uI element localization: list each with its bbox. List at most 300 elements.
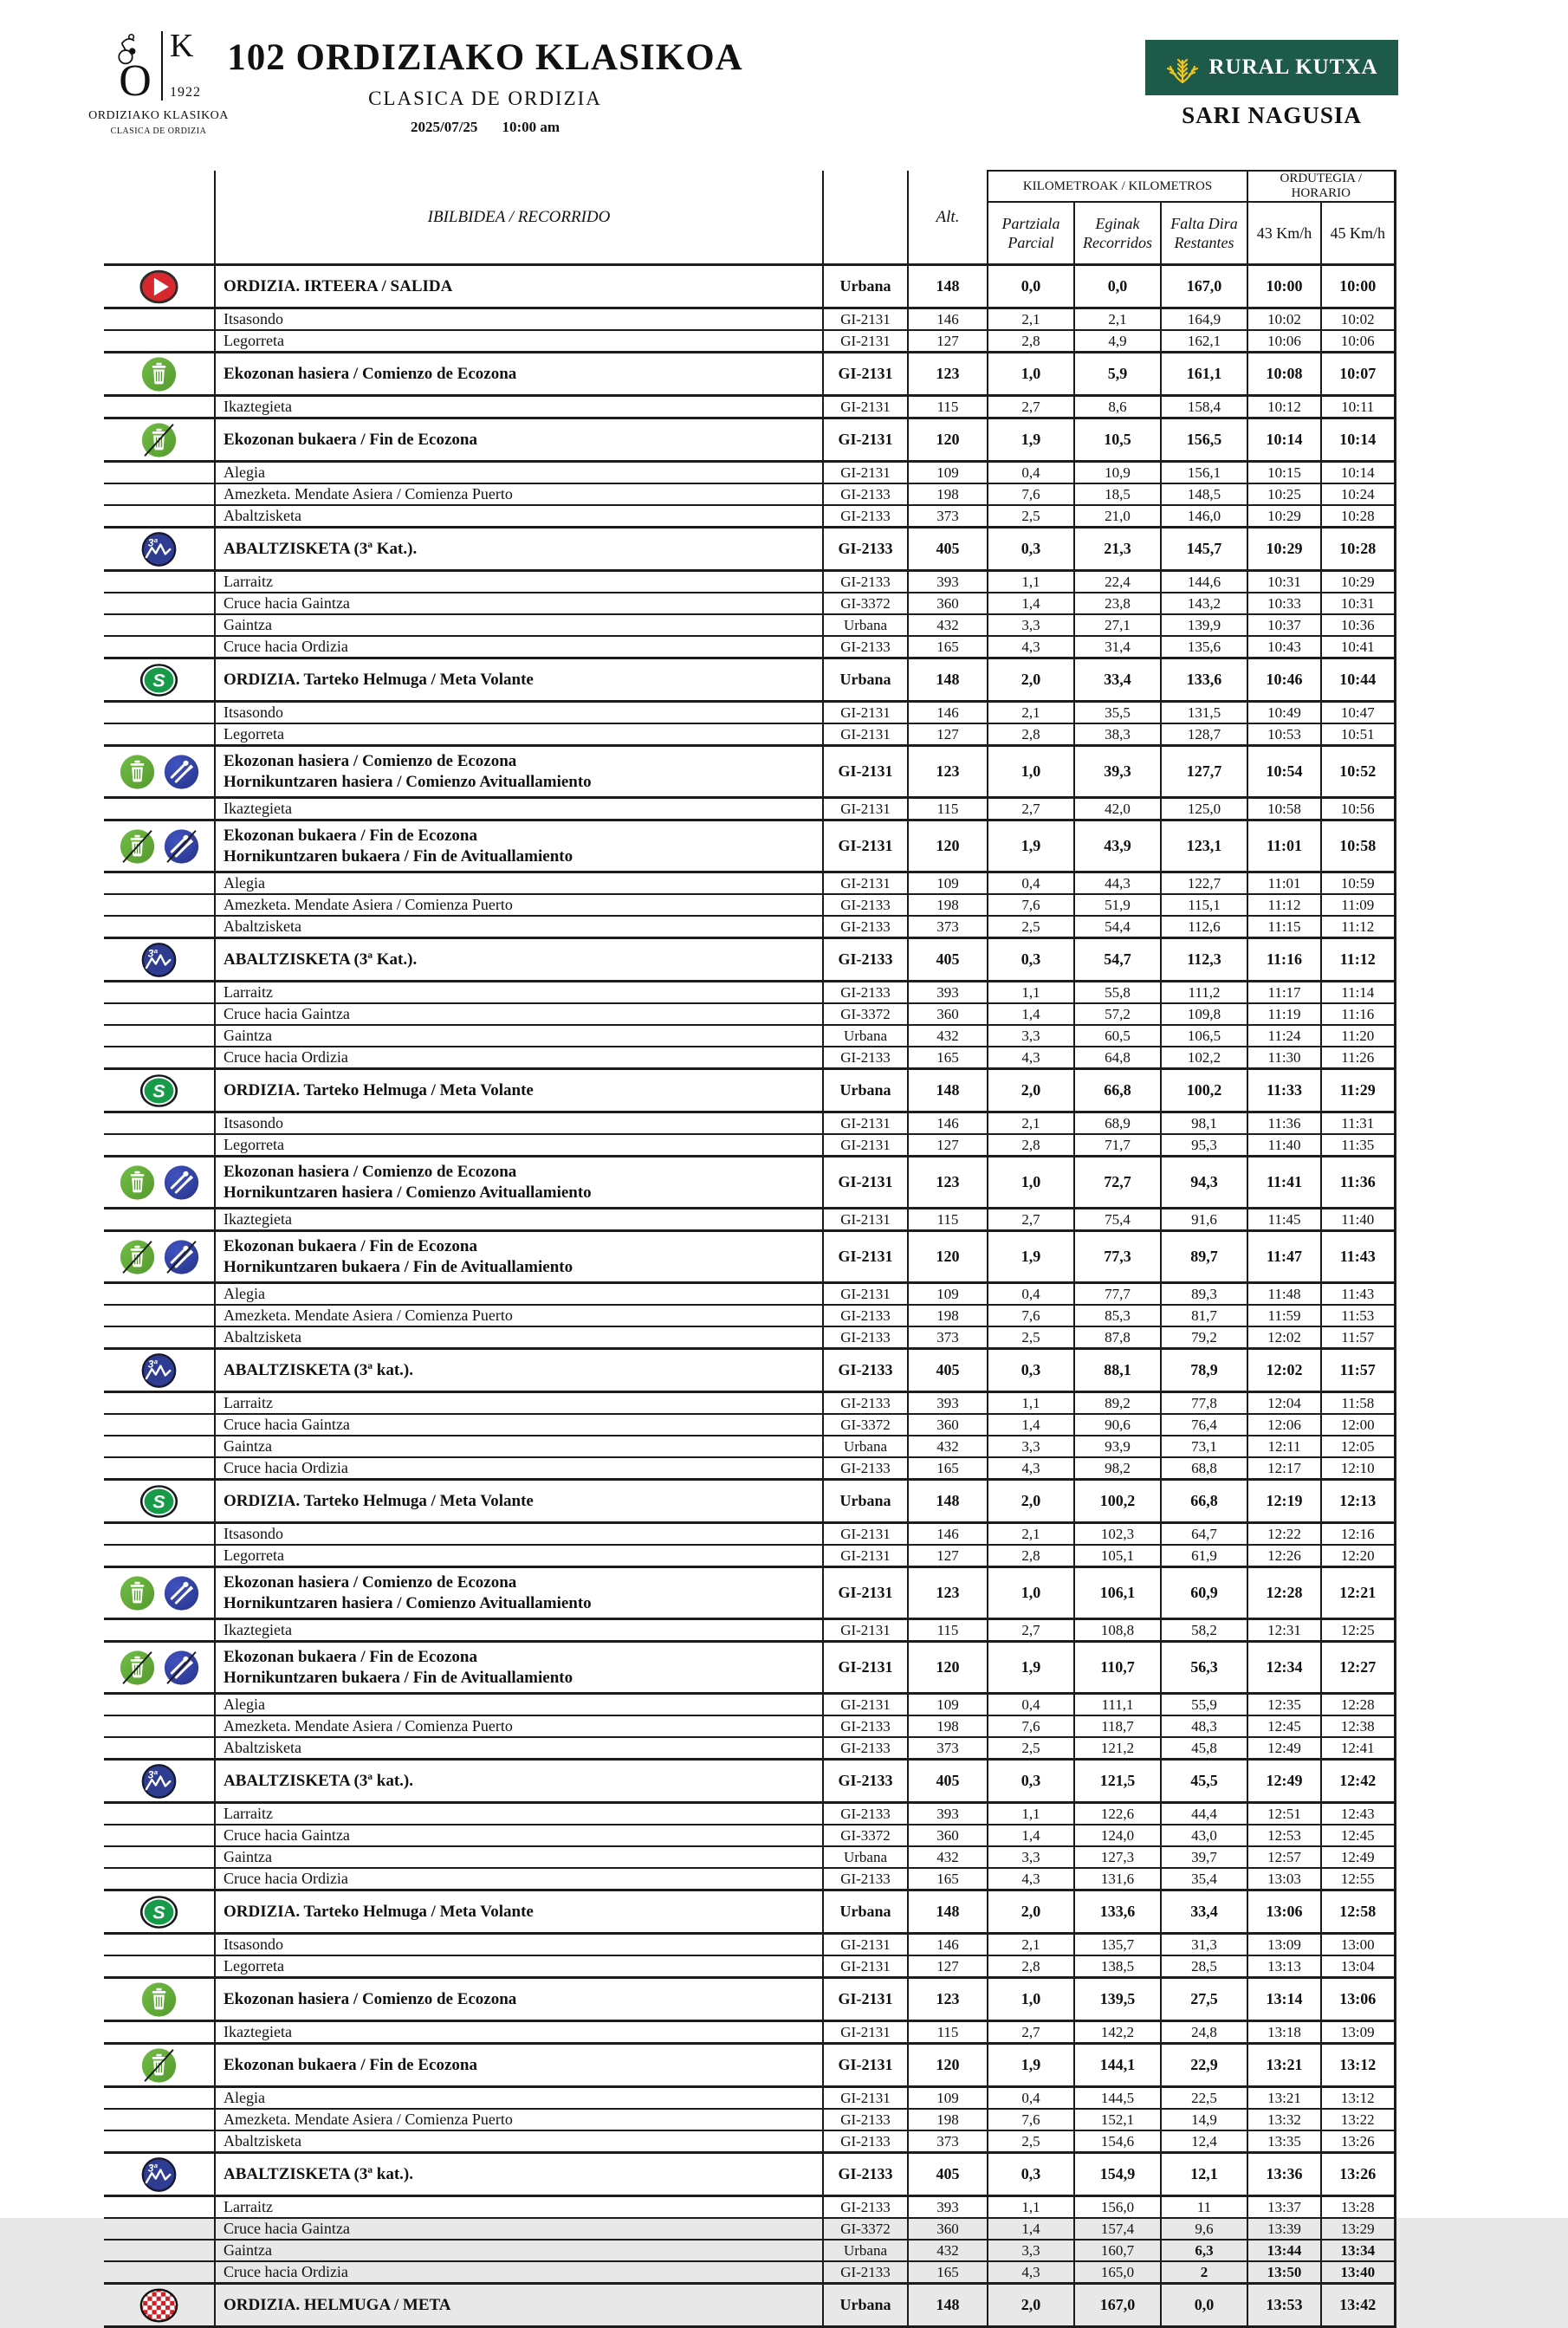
route-point-name: Cruce hacia Ordizia xyxy=(215,636,823,658)
svg-text:3ª: 3ª xyxy=(147,1767,158,1780)
partial-km-cell: 7,6 xyxy=(988,1305,1074,1326)
stage-icon-cell xyxy=(104,1480,215,1523)
route-point-name: Ekozonan bukaera / Fin de Ecozona xyxy=(215,418,823,462)
route-point-name: Legorreta xyxy=(215,330,823,353)
road-cell: GI-2131 xyxy=(823,2021,908,2044)
route-point-name: Ikaztegieta xyxy=(215,396,823,418)
km-remaining-cell: 162,1 xyxy=(1161,330,1247,353)
partial-km-cell: 4,3 xyxy=(988,2261,1074,2284)
time-43kmh-cell: 12:28 xyxy=(1247,1567,1321,1619)
alt-cell: 405 xyxy=(908,1760,988,1803)
time-43kmh-cell: 13:35 xyxy=(1247,2130,1321,2153)
km-done-cell: 51,9 xyxy=(1074,894,1161,916)
time-45kmh-cell: 13:04 xyxy=(1321,1955,1395,1978)
road-cell: GI-2131 xyxy=(823,820,908,872)
time-43kmh-cell: 10:37 xyxy=(1247,614,1321,636)
road-cell: GI-2131 xyxy=(823,1231,908,1283)
road-cell: GI-2131 xyxy=(823,746,908,798)
race-date: 2025/07/25 xyxy=(410,119,478,135)
time-43kmh-cell: 12:26 xyxy=(1247,1545,1321,1567)
road-cell: GI-2131 xyxy=(823,1112,908,1135)
stage-icon-cell xyxy=(104,1069,215,1112)
partial-km-cell: 2,5 xyxy=(988,916,1074,938)
stage-icon-cell xyxy=(104,1305,215,1326)
table-row xyxy=(104,1047,1395,1069)
km-done-cell: 135,7 xyxy=(1074,1934,1161,1956)
km-remaining-cell: 111,2 xyxy=(1161,982,1247,1004)
time-45kmh-cell: 13:12 xyxy=(1321,2044,1395,2087)
ecozone-end-icon xyxy=(117,828,158,865)
partial-km-cell: 1,9 xyxy=(988,1642,1074,1694)
km-done-cell: 77,7 xyxy=(1074,1283,1161,1306)
club-logo-year: 1922 xyxy=(170,85,201,101)
ecozone-start-icon xyxy=(117,1164,158,1201)
alt-cell: 373 xyxy=(908,1326,988,1349)
alt-cell: 405 xyxy=(908,938,988,982)
alt-cell: 165 xyxy=(908,636,988,658)
km-done-cell: 111,1 xyxy=(1074,1694,1161,1716)
time-43kmh-cell: 12:06 xyxy=(1247,1414,1321,1436)
alt-cell: 120 xyxy=(908,1642,988,1694)
svg-text:3ª: 3ª xyxy=(147,535,158,548)
stage-icon-cell xyxy=(104,1619,215,1642)
time-43kmh-cell: 10:00 xyxy=(1247,265,1321,308)
km-done-cell: 167,0 xyxy=(1074,2284,1161,2327)
alt-cell: 405 xyxy=(908,528,988,571)
stage-icon-cell xyxy=(104,1567,215,1619)
route-point-name: Larraitz xyxy=(215,1803,823,1825)
km-remaining-cell: 122,7 xyxy=(1161,872,1247,895)
time-45kmh-cell: 10:47 xyxy=(1321,702,1395,724)
time-45kmh-cell: 12:45 xyxy=(1321,1825,1395,1846)
feedzone-start-icon xyxy=(161,754,202,790)
table-row xyxy=(104,308,1395,331)
table-row xyxy=(104,396,1395,418)
time-43kmh-cell: 11:15 xyxy=(1247,916,1321,938)
km-done-cell: 154,9 xyxy=(1074,2153,1161,2196)
route-point-name: ORDIZIA. Tarteko Helmuga / Meta Volante xyxy=(215,1890,823,1934)
svg-text:3ª: 3ª xyxy=(147,2161,158,2174)
sprint-icon xyxy=(139,1894,179,1930)
partial-km-cell: 4,3 xyxy=(988,1868,1074,1890)
climb-cat3-icon xyxy=(139,1352,179,1389)
time-45kmh-cell: 12:10 xyxy=(1321,1457,1395,1480)
table-row xyxy=(104,2130,1395,2153)
km-remaining-cell: 125,0 xyxy=(1161,798,1247,820)
partial-km-cell: 7,6 xyxy=(988,894,1074,916)
stage-icon-cell xyxy=(104,308,215,331)
alt-cell: 432 xyxy=(908,1436,988,1457)
road-cell: GI-2133 xyxy=(823,982,908,1004)
time-45kmh-cell: 10:31 xyxy=(1321,593,1395,614)
partial-km-cell: 0,4 xyxy=(988,872,1074,895)
alt-cell: 127 xyxy=(908,723,988,746)
table-row xyxy=(104,1326,1395,1349)
road-cell: GI-2133 xyxy=(823,2261,908,2284)
ecozone-end-icon xyxy=(117,1650,158,1686)
alt-cell: 109 xyxy=(908,462,988,484)
table-row xyxy=(104,1157,1395,1209)
km-done-cell: 77,3 xyxy=(1074,1231,1161,1283)
alt-cell: 120 xyxy=(908,820,988,872)
road-cell: Urbana xyxy=(823,1890,908,1934)
sponsor-block xyxy=(1145,40,1398,129)
time-45kmh-cell: 10:58 xyxy=(1321,820,1395,872)
route-point-name: Cruce hacia Gaintza xyxy=(215,2218,823,2240)
alt-cell: 148 xyxy=(908,1890,988,1934)
table-row xyxy=(104,353,1395,396)
time-43kmh-cell: 10:29 xyxy=(1247,505,1321,528)
table-row xyxy=(104,1069,1395,1112)
km-done-cell: 5,9 xyxy=(1074,353,1161,396)
stage-icon-cell xyxy=(104,330,215,353)
km-remaining-cell: 56,3 xyxy=(1161,1642,1247,1694)
time-43kmh-cell: 13:37 xyxy=(1247,2196,1321,2219)
partial-km-cell: 1,0 xyxy=(988,353,1074,396)
time-45kmh-cell: 10:28 xyxy=(1321,505,1395,528)
time-43kmh-cell: 12:49 xyxy=(1247,1737,1321,1760)
route-point-name: Amezketa. Mendate Asiera / Comienza Puerto xyxy=(215,1715,823,1737)
stage-icon-cell xyxy=(104,505,215,528)
time-45kmh-cell: 10:56 xyxy=(1321,798,1395,820)
table-row xyxy=(104,505,1395,528)
route-table xyxy=(104,170,1396,2328)
km-remaining-cell: 27,5 xyxy=(1161,1978,1247,2021)
road-cell: GI-2133 xyxy=(823,571,908,593)
km-remaining-cell: 144,6 xyxy=(1161,571,1247,593)
time-45kmh-cell: 13:26 xyxy=(1321,2130,1395,2153)
road-cell: Urbana xyxy=(823,614,908,636)
page-subtitle: CLASICA DE ORDIZIA xyxy=(368,88,602,109)
km-remaining-cell: 45,5 xyxy=(1161,1760,1247,1803)
km-done-cell: 75,4 xyxy=(1074,1209,1161,1231)
partial-km-cell: 0,4 xyxy=(988,1694,1074,1716)
time-45kmh-cell: 11:12 xyxy=(1321,916,1395,938)
alt-cell: 432 xyxy=(908,1846,988,1868)
partial-km-cell: 2,5 xyxy=(988,505,1074,528)
table-row xyxy=(104,1737,1395,1760)
stage-icon-cell xyxy=(104,798,215,820)
time-43kmh-cell: 10:15 xyxy=(1247,462,1321,484)
column-header-partial: Partziala Parcial xyxy=(988,202,1074,265)
km-done-cell: 110,7 xyxy=(1074,1642,1161,1694)
time-45kmh-cell: 10:11 xyxy=(1321,396,1395,418)
km-done-cell: 66,8 xyxy=(1074,1069,1161,1112)
time-43kmh-cell: 10:43 xyxy=(1247,636,1321,658)
partial-km-cell: 2,7 xyxy=(988,1619,1074,1642)
km-remaining-cell: 167,0 xyxy=(1161,265,1247,308)
km-done-cell: 42,0 xyxy=(1074,798,1161,820)
route-point-name: ABALTZISKETA (3ª Kat.). xyxy=(215,938,823,982)
partial-km-cell: 1,0 xyxy=(988,1978,1074,2021)
title-block xyxy=(217,36,754,136)
stage-icon-cell xyxy=(104,1457,215,1480)
route-point-name: Ekozonan hasiera / Comienzo de Ecozona xyxy=(215,353,823,396)
partial-km-cell: 3,3 xyxy=(988,614,1074,636)
stage-icon-cell xyxy=(104,353,215,396)
alt-cell: 115 xyxy=(908,396,988,418)
partial-km-cell: 0,3 xyxy=(988,1349,1074,1392)
route-point-name: Cruce hacia Gaintza xyxy=(215,593,823,614)
time-45kmh-cell: 11:35 xyxy=(1321,1134,1395,1157)
partial-km-cell: 2,0 xyxy=(988,2284,1074,2327)
alt-cell: 115 xyxy=(908,1209,988,1231)
alt-cell: 120 xyxy=(908,1231,988,1283)
stage-icon-cell xyxy=(104,593,215,614)
club-logo-o: O xyxy=(119,56,152,106)
table-row xyxy=(104,1480,1395,1523)
column-header-45kmh: 45 Km/h xyxy=(1321,202,1395,265)
km-done-cell: 122,6 xyxy=(1074,1803,1161,1825)
km-remaining-cell: 123,1 xyxy=(1161,820,1247,872)
stage-icon-cell xyxy=(104,483,215,505)
time-43kmh-cell: 12:02 xyxy=(1247,1349,1321,1392)
feedzone-end-icon xyxy=(161,1239,202,1275)
km-done-cell: 133,6 xyxy=(1074,1890,1161,1934)
stage-icon-cell xyxy=(104,872,215,895)
time-45kmh-cell: 12:21 xyxy=(1321,1567,1395,1619)
stage-icon-cell xyxy=(104,746,215,798)
route-point-name: Ekozonan bukaera / Fin de Ecozona Hornikuntzaren bukaera / Fin de Avituallamiento xyxy=(215,820,823,872)
stage-icon-cell xyxy=(104,2130,215,2153)
time-43kmh-cell: 12:35 xyxy=(1247,1694,1321,1716)
km-remaining-cell: 158,4 xyxy=(1161,396,1247,418)
road-cell: GI-2133 xyxy=(823,636,908,658)
time-43kmh-cell: 11:45 xyxy=(1247,1209,1321,1231)
road-cell: GI-2133 xyxy=(823,1737,908,1760)
route-point-name: Abaltzisketa xyxy=(215,2130,823,2153)
table-row xyxy=(104,1890,1395,1934)
road-cell: Urbana xyxy=(823,1025,908,1047)
km-remaining-cell: 94,3 xyxy=(1161,1157,1247,1209)
alt-cell: 120 xyxy=(908,418,988,462)
road-cell: Urbana xyxy=(823,1069,908,1112)
ecozone-start-icon xyxy=(139,356,179,392)
time-45kmh-cell: 13:40 xyxy=(1321,2261,1395,2284)
alt-cell: 393 xyxy=(908,1803,988,1825)
time-45kmh-cell: 12:13 xyxy=(1321,1480,1395,1523)
feedzone-start-icon xyxy=(161,1575,202,1611)
time-43kmh-cell: 13:53 xyxy=(1247,2284,1321,2327)
partial-km-cell: 7,6 xyxy=(988,483,1074,505)
time-43kmh-cell: 11:33 xyxy=(1247,1069,1321,1112)
km-remaining-cell: 55,9 xyxy=(1161,1694,1247,1716)
km-done-cell: 156,0 xyxy=(1074,2196,1161,2219)
stage-icon-cell xyxy=(104,1134,215,1157)
table-row xyxy=(104,1846,1395,1868)
partial-km-cell: 3,3 xyxy=(988,1436,1074,1457)
time-45kmh-cell: 13:00 xyxy=(1321,1934,1395,1956)
table-row xyxy=(104,571,1395,593)
sponsor-tagline: SARI NAGUSIA xyxy=(1182,102,1362,128)
partial-km-cell: 1,4 xyxy=(988,1825,1074,1846)
km-remaining-cell: 112,3 xyxy=(1161,938,1247,982)
route-point-name: Legorreta xyxy=(215,1545,823,1567)
km-remaining-cell: 35,4 xyxy=(1161,1868,1247,1890)
alt-cell: 165 xyxy=(908,1868,988,1890)
alt-cell: 120 xyxy=(908,2044,988,2087)
stage-icon-cell xyxy=(104,1642,215,1694)
km-done-cell: 4,9 xyxy=(1074,330,1161,353)
route-point-name: Gaintza xyxy=(215,2240,823,2261)
feedzone-end-icon xyxy=(161,1650,202,1686)
alt-cell: 148 xyxy=(908,1480,988,1523)
table-row xyxy=(104,330,1395,353)
road-cell: GI-2133 xyxy=(823,938,908,982)
km-done-cell: 18,5 xyxy=(1074,483,1161,505)
table-row xyxy=(104,1003,1395,1025)
route-point-name: ORDIZIA. Tarteko Helmuga / Meta Volante xyxy=(215,1069,823,1112)
alt-cell: 123 xyxy=(908,1567,988,1619)
time-45kmh-cell: 10:14 xyxy=(1321,462,1395,484)
km-done-cell: 68,9 xyxy=(1074,1112,1161,1135)
route-point-name: Gaintza xyxy=(215,1846,823,1868)
stage-icon-cell xyxy=(104,1955,215,1978)
alt-cell: 148 xyxy=(908,658,988,702)
time-45kmh-cell: 12:16 xyxy=(1321,1523,1395,1546)
time-43kmh-cell: 13:32 xyxy=(1247,2109,1321,2130)
alt-cell: 146 xyxy=(908,1112,988,1135)
time-45kmh-cell: 11:26 xyxy=(1321,1047,1395,1069)
km-done-cell: 60,5 xyxy=(1074,1025,1161,1047)
time-43kmh-cell: 12:02 xyxy=(1247,1326,1321,1349)
stage-icon-cell xyxy=(104,1414,215,1436)
road-cell: GI-2133 xyxy=(823,1326,908,1349)
alt-cell: 146 xyxy=(908,308,988,331)
time-43kmh-cell: 13:36 xyxy=(1247,2153,1321,2196)
route-point-name: Itsasondo xyxy=(215,1112,823,1135)
stage-icon-cell xyxy=(104,2261,215,2284)
alt-cell: 123 xyxy=(908,353,988,396)
km-done-cell: 54,7 xyxy=(1074,938,1161,982)
time-43kmh-cell: 13:13 xyxy=(1247,1955,1321,1978)
route-point-name: Ekozonan hasiera / Comienzo de Ecozona xyxy=(215,1978,823,2021)
stage-icon-cell xyxy=(104,2109,215,2130)
stage-icon-cell xyxy=(104,1349,215,1392)
time-43kmh-cell: 10:49 xyxy=(1247,702,1321,724)
ecozone-end-icon xyxy=(117,1239,158,1275)
stage-icon-cell xyxy=(104,1392,215,1415)
table-row xyxy=(104,614,1395,636)
km-remaining-cell: 58,2 xyxy=(1161,1619,1247,1642)
partial-km-cell: 1,0 xyxy=(988,1157,1074,1209)
alt-cell: 123 xyxy=(908,746,988,798)
partial-km-cell: 2,1 xyxy=(988,1523,1074,1546)
partial-km-cell: 0,4 xyxy=(988,462,1074,484)
time-43kmh-cell: 10:06 xyxy=(1247,330,1321,353)
svg-text:S: S xyxy=(152,1490,165,1513)
column-header-route: IBILBIDEA / RECORRIDO xyxy=(215,171,823,265)
table-row xyxy=(104,723,1395,746)
stage-icon-cell xyxy=(104,658,215,702)
time-45kmh-cell: 13:26 xyxy=(1321,2153,1395,2196)
partial-km-cell: 1,9 xyxy=(988,2044,1074,2087)
partial-km-cell: 1,4 xyxy=(988,1414,1074,1436)
road-cell: GI-2131 xyxy=(823,330,908,353)
route-point-name: Amezketa. Mendate Asiera / Comienza Puerto xyxy=(215,483,823,505)
alt-cell: 123 xyxy=(908,1157,988,1209)
time-43kmh-cell: 11:24 xyxy=(1247,1025,1321,1047)
table-row xyxy=(104,1955,1395,1978)
road-cell: GI-3372 xyxy=(823,593,908,614)
group-header-kilometers: KILOMETROAK / KILOMETROS xyxy=(988,171,1247,202)
km-done-cell: 87,8 xyxy=(1074,1326,1161,1349)
table-row xyxy=(104,2109,1395,2130)
climb-cat3-icon xyxy=(139,2156,179,2193)
stage-icon-cell xyxy=(104,1231,215,1283)
route-point-name: Alegia xyxy=(215,1694,823,1716)
stage-icon-cell xyxy=(104,1890,215,1934)
route-point-name: Gaintza xyxy=(215,614,823,636)
table-row xyxy=(104,2087,1395,2110)
stage-icon-cell xyxy=(104,938,215,982)
road-cell: GI-2131 xyxy=(823,1978,908,2021)
time-43kmh-cell: 12:53 xyxy=(1247,1825,1321,1846)
partial-km-cell: 1,1 xyxy=(988,1803,1074,1825)
time-45kmh-cell: 11:09 xyxy=(1321,894,1395,916)
km-done-cell: 31,4 xyxy=(1074,636,1161,658)
time-43kmh-cell: 13:06 xyxy=(1247,1890,1321,1934)
route-point-name: Alegia xyxy=(215,872,823,895)
table-row xyxy=(104,2021,1395,2044)
km-remaining-cell: 24,8 xyxy=(1161,2021,1247,2044)
alt-cell: 360 xyxy=(908,2218,988,2240)
km-done-cell: 100,2 xyxy=(1074,1480,1161,1523)
alt-cell: 127 xyxy=(908,1134,988,1157)
stage-icon-cell xyxy=(104,916,215,938)
route-point-name: ORDIZIA. IRTEERA / SALIDA xyxy=(215,265,823,308)
time-45kmh-cell: 11:16 xyxy=(1321,1003,1395,1025)
road-cell: GI-2131 xyxy=(823,1694,908,1716)
route-point-name: Cruce hacia Gaintza xyxy=(215,1825,823,1846)
partial-km-cell: 1,9 xyxy=(988,1231,1074,1283)
road-cell: GI-2133 xyxy=(823,2109,908,2130)
partial-km-cell: 0,3 xyxy=(988,1760,1074,1803)
ecozone-end-icon xyxy=(139,2047,179,2084)
stage-icon-cell xyxy=(104,265,215,308)
table-row xyxy=(104,1231,1395,1283)
alt-cell: 405 xyxy=(908,2153,988,2196)
alt-cell: 393 xyxy=(908,982,988,1004)
table-row xyxy=(104,1978,1395,2021)
stage-icon-cell xyxy=(104,571,215,593)
km-done-cell: 8,6 xyxy=(1074,396,1161,418)
sprint-icon xyxy=(139,1483,179,1520)
partial-km-cell: 7,6 xyxy=(988,2109,1074,2130)
partial-km-cell: 4,3 xyxy=(988,636,1074,658)
time-45kmh-cell: 13:22 xyxy=(1321,2109,1395,2130)
km-remaining-cell: 133,6 xyxy=(1161,658,1247,702)
time-43kmh-cell: 11:36 xyxy=(1247,1112,1321,1135)
partial-km-cell: 1,9 xyxy=(988,418,1074,462)
alt-cell: 127 xyxy=(908,1545,988,1567)
partial-km-cell: 4,3 xyxy=(988,1047,1074,1069)
alt-cell: 146 xyxy=(908,1934,988,1956)
group-header-schedule: ORDUTEGIA / HORARIO xyxy=(1247,171,1395,202)
partial-km-cell: 2,8 xyxy=(988,1545,1074,1567)
table-row xyxy=(104,483,1395,505)
stage-icon-cell xyxy=(104,1326,215,1349)
alt-cell: 127 xyxy=(908,1955,988,1978)
alt-cell: 360 xyxy=(908,593,988,614)
table-row xyxy=(104,1414,1395,1436)
time-43kmh-cell: 11:47 xyxy=(1247,1231,1321,1283)
stage-icon-cell xyxy=(104,702,215,724)
partial-km-cell: 2,5 xyxy=(988,2130,1074,2153)
km-remaining-cell: 0,0 xyxy=(1161,2284,1247,2327)
time-45kmh-cell: 11:43 xyxy=(1321,1283,1395,1306)
sprint-icon xyxy=(139,1073,179,1109)
